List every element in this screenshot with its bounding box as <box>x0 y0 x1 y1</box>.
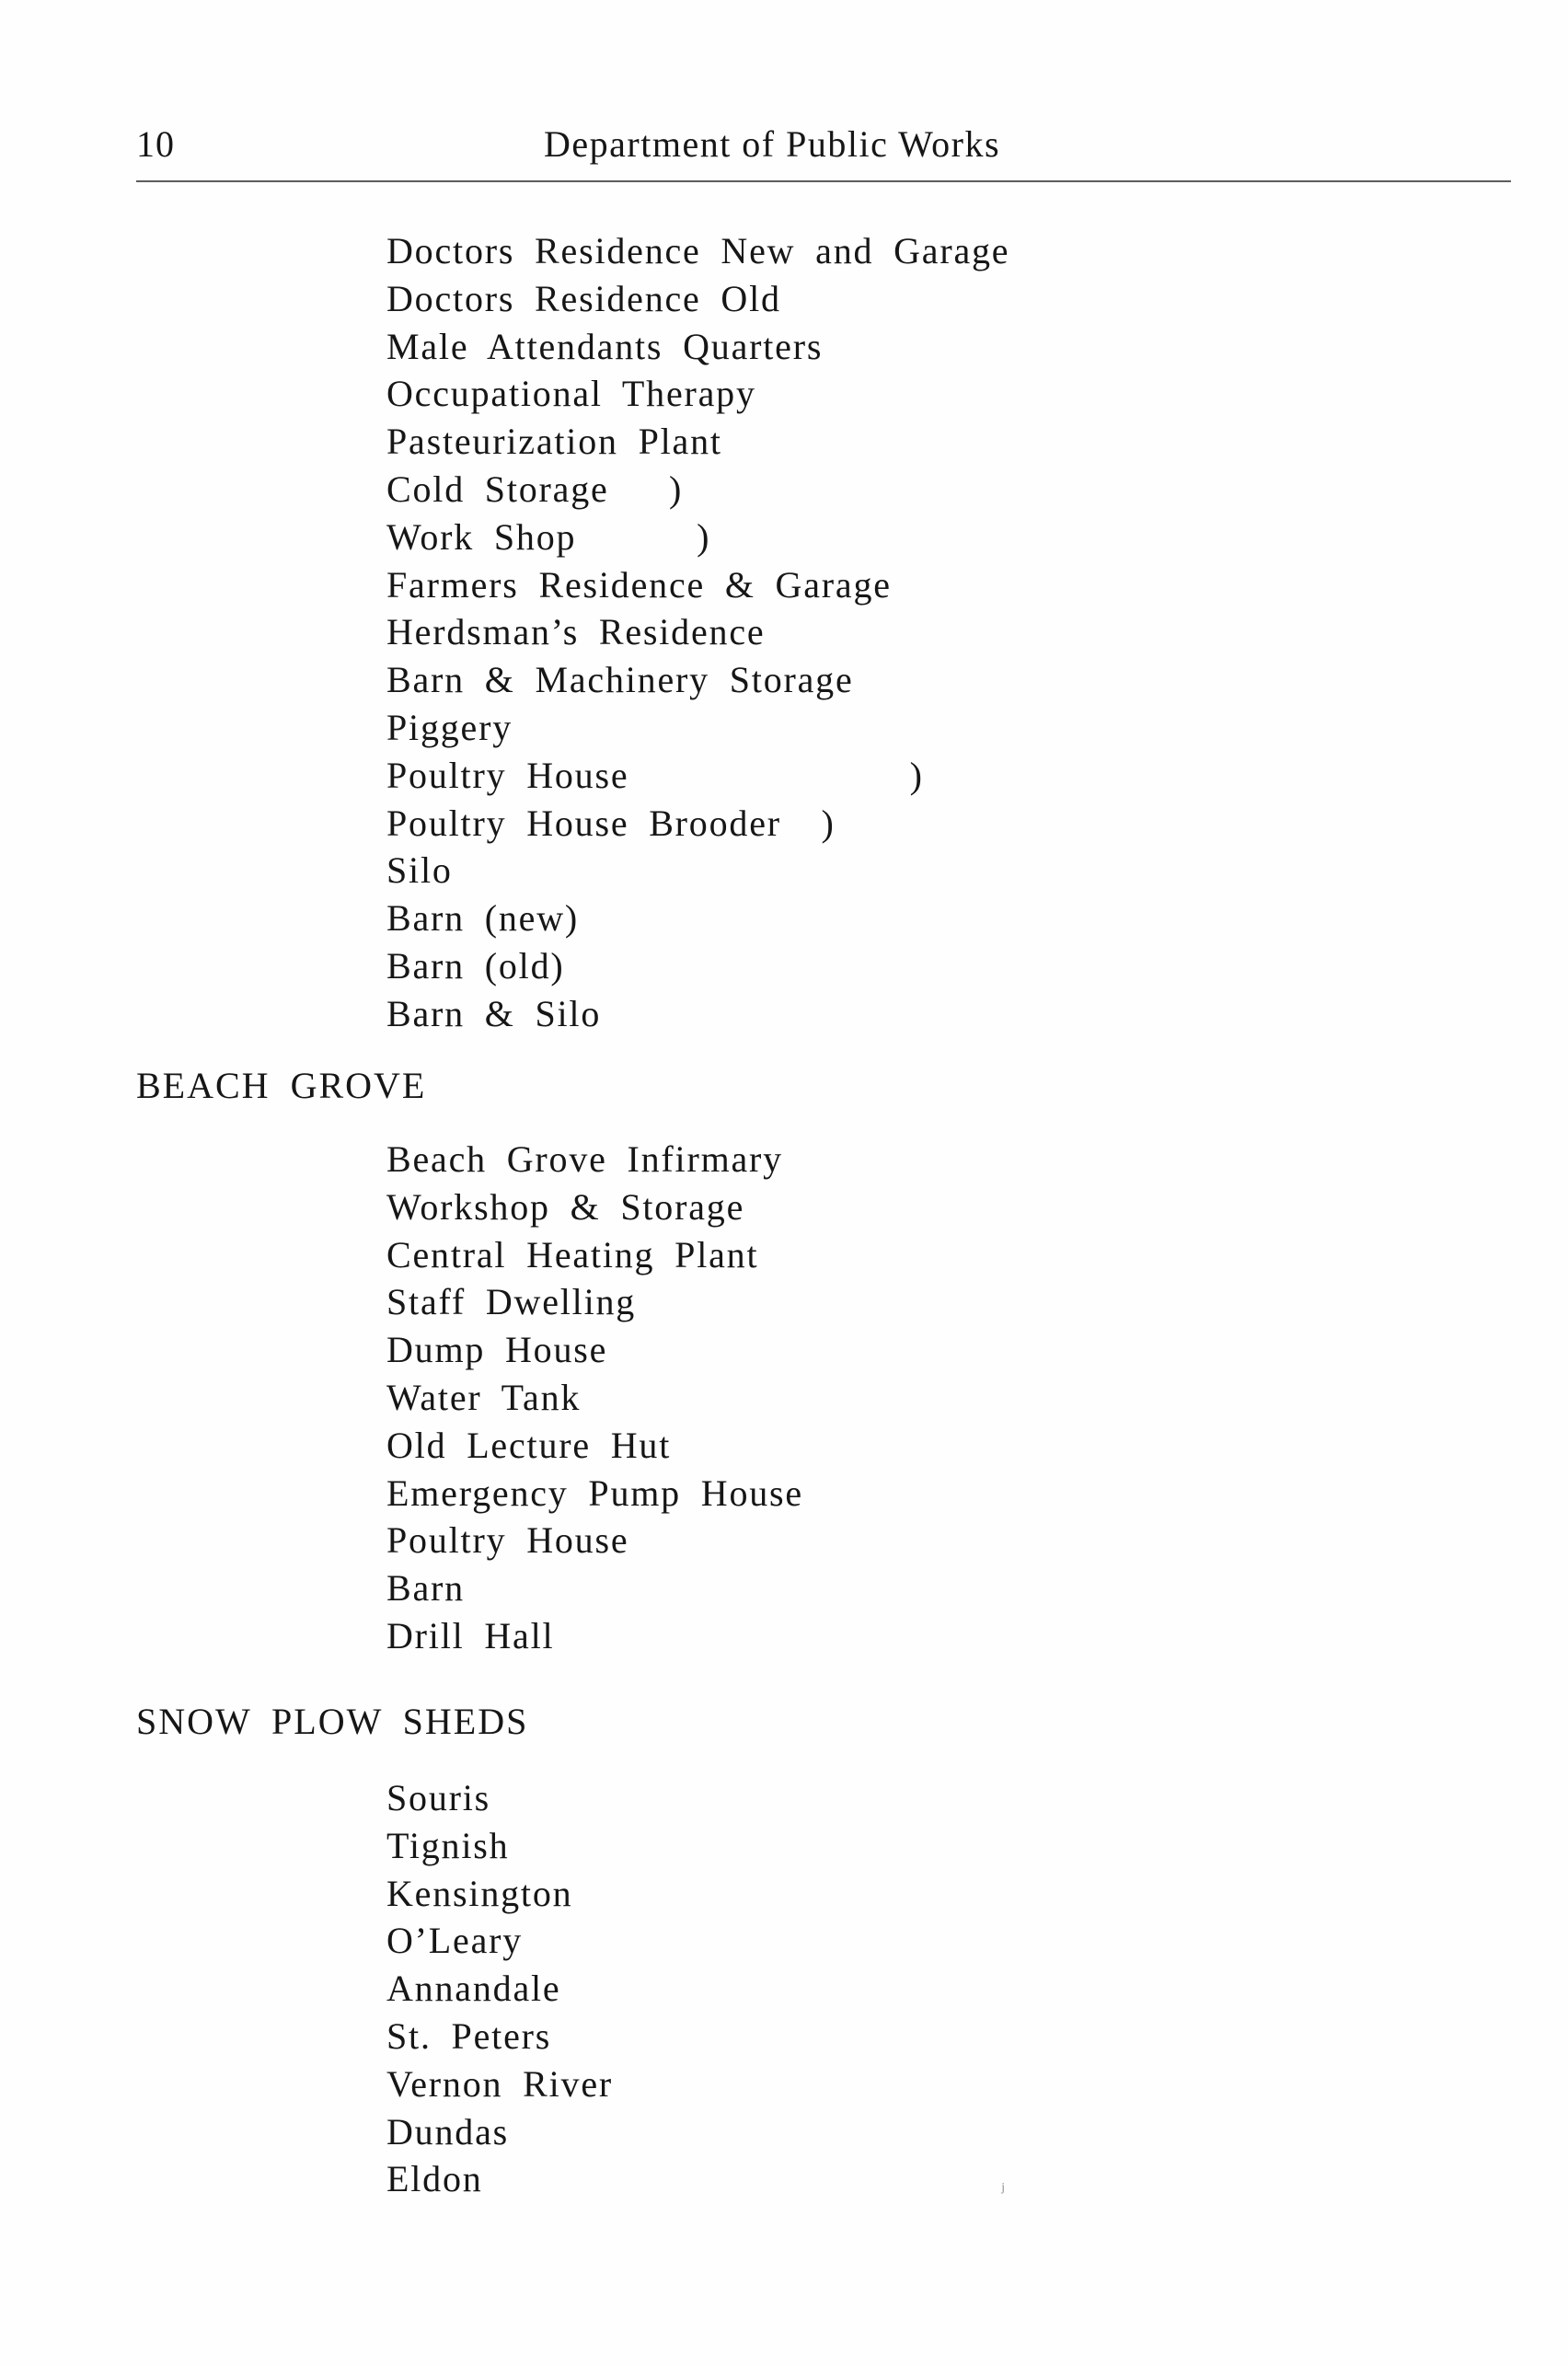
list-item: Dump House <box>386 1329 608 1371</box>
stray-ink-mark: ʲ <box>1001 2178 1005 2201</box>
list-item: Cold Storage ) <box>386 467 684 510</box>
header-rule <box>136 180 1511 182</box>
list-item: Barn <box>386 1567 465 1610</box>
list-item: Barn & Silo <box>386 992 602 1034</box>
building-list-beach-grove <box>386 1136 803 1660</box>
list-item: Workshop & Storage <box>386 1185 745 1228</box>
list-item: Poultry House <box>386 1519 629 1562</box>
list-item: Doctors Residence New and Garage <box>386 230 1010 271</box>
list-item: O’Leary <box>386 1920 524 1962</box>
list-item: Central Heating Plant <box>386 1233 759 1275</box>
list-item: Drill Hall <box>386 1614 555 1656</box>
list-item: Herdsman’s Residence <box>386 611 766 653</box>
list-item: Vernon River <box>386 2062 613 2105</box>
list-item: Poultry House Brooder ) <box>386 802 836 844</box>
list-item: Poultry House ) <box>386 754 924 796</box>
page-number: 10 <box>136 123 175 165</box>
list-item: Old Lecture Hut <box>386 1424 672 1466</box>
list-item: Silo <box>386 849 453 892</box>
list-item: Kensington <box>386 1872 573 1914</box>
list-item: Doctors Residence Old <box>386 277 781 319</box>
list-item: Work Shop ) <box>386 515 711 558</box>
list-item: Barn (new) <box>386 897 580 940</box>
list-item: Annandale <box>386 1968 561 2010</box>
page-header <box>136 121 1511 167</box>
list-item: Beach Grove Infirmary <box>386 1138 783 1180</box>
list-item: Pasteurization Plant <box>386 421 722 463</box>
list-item: St. Peters <box>386 2014 552 2057</box>
list-item: Piggery <box>386 706 513 748</box>
list-item: Eldon <box>386 2158 483 2200</box>
list-item: Water Tank <box>386 1376 582 1418</box>
section-heading-beach-grove: BEACH GROVE <box>136 1065 427 1106</box>
section-heading-snow-plow-sheds: SNOW PLOW SHEDS <box>136 1701 529 1742</box>
list-item: Farmers Residence & Garage <box>386 563 892 606</box>
list-item: Male Attendants Quarters <box>386 325 824 367</box>
list-item: Occupational Therapy <box>386 373 756 415</box>
location-list-snow-plow-sheds <box>386 1774 613 2203</box>
list-item: Barn (old) <box>386 944 565 987</box>
building-list-top <box>386 227 1009 1038</box>
list-item: Souris <box>386 1777 491 1818</box>
list-item: Staff Dwelling <box>386 1281 637 1323</box>
list-item: Barn & Machinery Storage <box>386 659 854 701</box>
list-item: Tignish <box>386 1824 510 1866</box>
list-item: Emergency Pump House <box>386 1472 803 1514</box>
running-head: Department of Public Works <box>544 123 1001 165</box>
list-item: Dundas <box>386 2110 510 2152</box>
